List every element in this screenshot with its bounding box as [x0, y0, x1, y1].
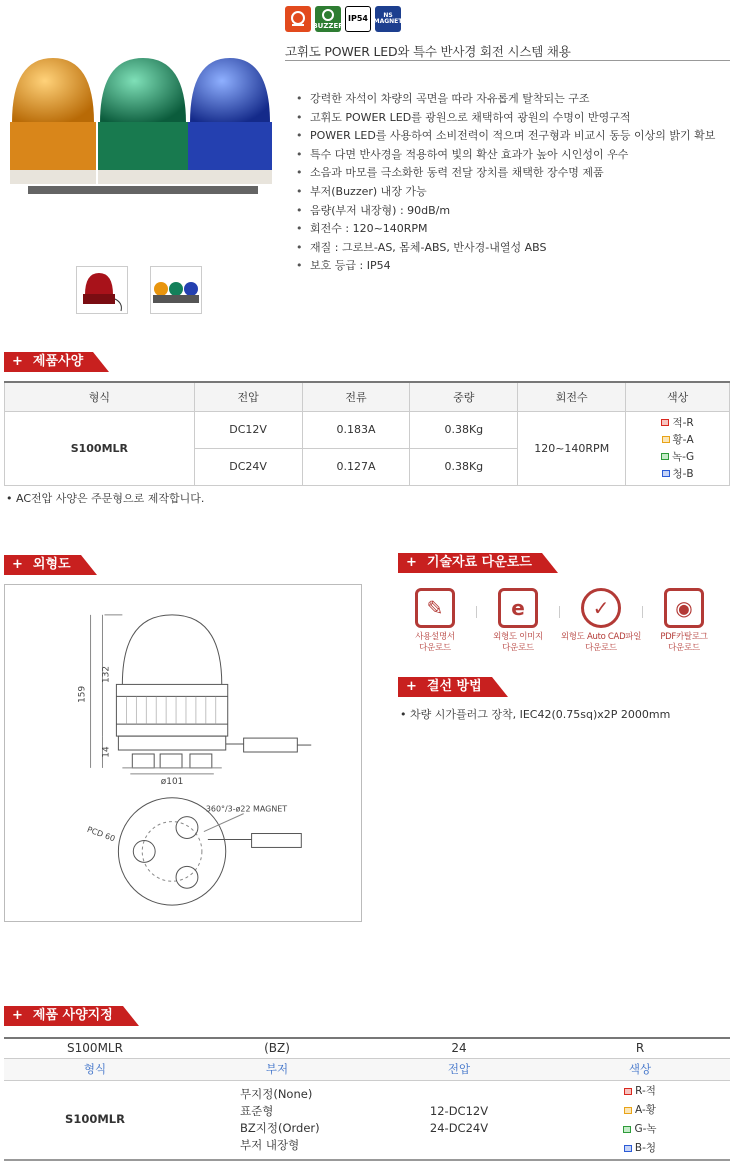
cell-model: S100MLR — [4, 1080, 186, 1160]
image-icon: e — [498, 588, 538, 628]
color-blue: 청-B — [662, 466, 694, 481]
download-manual[interactable]: ✎ 사용설명서 다운로드 — [394, 588, 476, 654]
pdf-icon: ◉ — [664, 588, 704, 628]
color-blue: B-청 — [624, 1140, 656, 1157]
dim-pcd: PCD 60 — [85, 824, 117, 844]
th-model: 형식 — [5, 382, 195, 411]
section-spec — [4, 352, 93, 372]
list-item: • 특수 다면 반사경을 적용하여 빛의 확산 효과가 높아 시인성이 우수 — [296, 146, 726, 165]
download-list — [394, 588, 725, 654]
plus-icon: + — [12, 354, 23, 369]
cell-colors — [626, 411, 730, 485]
cell-weight: 0.38Kg — [410, 448, 518, 485]
cell-voltage: DC24V — [194, 448, 302, 485]
dim-159: 159 — [77, 685, 88, 703]
section-drawing — [4, 555, 81, 575]
plus-icon: + — [406, 555, 417, 570]
th-color: 색상 — [626, 382, 730, 411]
cell-colors — [550, 1080, 730, 1160]
code-model: S100MLR — [4, 1038, 186, 1058]
list-item: • POWER LED를 사용하여 소비전력이 적으며 전구형과 비교시 동등 이상의 밝기 확보 — [296, 127, 726, 146]
dim-132: 132 — [101, 665, 112, 683]
section-title: 기술자료 다운로드 — [426, 555, 532, 570]
wiring-text: • 차량 시가플러그 장착, IEC42(0.75sq)x2P 2000mm — [400, 708, 671, 721]
ip54-icon: IP54 — [345, 6, 371, 32]
feature-list — [296, 90, 726, 276]
download-image[interactable]: e 외형도 이미지 다운로드 — [477, 588, 559, 654]
list-item: • 음량(부저 내장형) : 90dB/m — [296, 202, 726, 221]
product-headline: 고휘도 POWER LED와 특수 반사경 회전 시스템 채용 — [285, 44, 571, 59]
th-current: 전류 — [302, 382, 410, 411]
section-title: 외형도 — [32, 557, 71, 572]
th-buzzer: 부저 — [186, 1058, 368, 1080]
download-pdf[interactable]: ◉ PDF카탈로그 다운로드 — [643, 588, 725, 654]
dimension-drawing — [4, 584, 362, 922]
code-voltage: 24 — [368, 1038, 550, 1058]
color-red: 적-R — [661, 415, 693, 430]
plus-icon: + — [406, 679, 417, 694]
feature-badges — [285, 6, 401, 32]
cell-voltage: DC12V — [194, 411, 302, 448]
dim-diameter: ø101 — [160, 776, 184, 787]
section-order — [4, 1006, 123, 1026]
list-item: • 재질 : 그로브-AS, 몸체-ABS, 반사경-내열성 ABS — [296, 239, 726, 258]
cell-current: 0.127A — [302, 448, 410, 485]
plus-icon: + — [12, 557, 23, 572]
cell-model: S100MLR — [5, 411, 195, 485]
plus-icon: + — [12, 1008, 23, 1023]
code-color: R — [550, 1038, 730, 1058]
dim-magnet: 360°/3-ø22 MAGNET — [205, 804, 288, 814]
section-title: 제품 사양지정 — [32, 1008, 113, 1023]
code-buzzer: (BZ) — [186, 1038, 368, 1058]
color-green: 녹-G — [661, 449, 694, 464]
th-voltage: 전압 — [368, 1058, 550, 1080]
list-item: • 고휘도 POWER LED를 광원으로 채택하여 광원의 수명이 반영구적 — [296, 109, 726, 128]
section-title: 제품사양 — [32, 354, 84, 369]
thumbnail-red[interactable] — [76, 266, 128, 314]
list-item: • 소음과 마모를 극소화한 동력 전달 장치를 채택한 장수명 제품 — [296, 164, 726, 183]
th-weight: 중량 — [410, 382, 518, 411]
list-item: • 회전수 : 120~140RPM — [296, 220, 726, 239]
dim-14: 14 — [101, 746, 112, 758]
order-table — [4, 1037, 730, 1161]
thumbnail-colors[interactable] — [150, 266, 202, 314]
color-amber: 황-A — [662, 432, 694, 447]
alarm-icon — [285, 6, 311, 32]
download-cad[interactable]: ✓ 외형도 Auto CAD파일 다운로드 — [560, 588, 642, 654]
spec-table — [4, 381, 730, 486]
cad-icon: ✓ — [581, 588, 621, 628]
color-red: R-적 — [624, 1083, 656, 1100]
cell-weight: 0.38Kg — [410, 411, 518, 448]
cell-voltage: 12-DC12V 24-DC24V — [368, 1080, 550, 1160]
th-model: 형식 — [4, 1058, 186, 1080]
magnet-icon: NS MAGNET — [375, 6, 401, 32]
cell-buzzer: 무지정(None) 표준형 BZ지정(Order) 부저 내장형 — [186, 1080, 368, 1160]
cell-current: 0.183A — [302, 411, 410, 448]
manual-icon: ✎ — [415, 588, 455, 628]
list-item: • 보호 등급 : IP54 — [296, 257, 726, 276]
list-item: • 강력한 자석이 차량의 곡면을 따라 자유롭게 탈착되는 구조 — [296, 90, 726, 109]
th-rpm: 회전수 — [518, 382, 626, 411]
divider — [285, 60, 730, 61]
section-title: 결선 방법 — [426, 679, 482, 694]
buzzer-icon: BUZZER — [315, 6, 341, 32]
th-voltage: 전압 — [194, 382, 302, 411]
ac-note: • AC전압 사양은 주문형으로 제작합니다. — [6, 492, 205, 505]
product-image — [8, 48, 280, 200]
section-download — [398, 553, 542, 573]
section-wiring — [398, 677, 492, 697]
list-item: • 부저(Buzzer) 내장 가능 — [296, 183, 726, 202]
th-color: 색상 — [550, 1058, 730, 1080]
color-green: G-녹 — [623, 1121, 656, 1138]
cell-rpm: 120~140RPM — [518, 411, 626, 485]
color-amber: A-황 — [624, 1102, 656, 1119]
